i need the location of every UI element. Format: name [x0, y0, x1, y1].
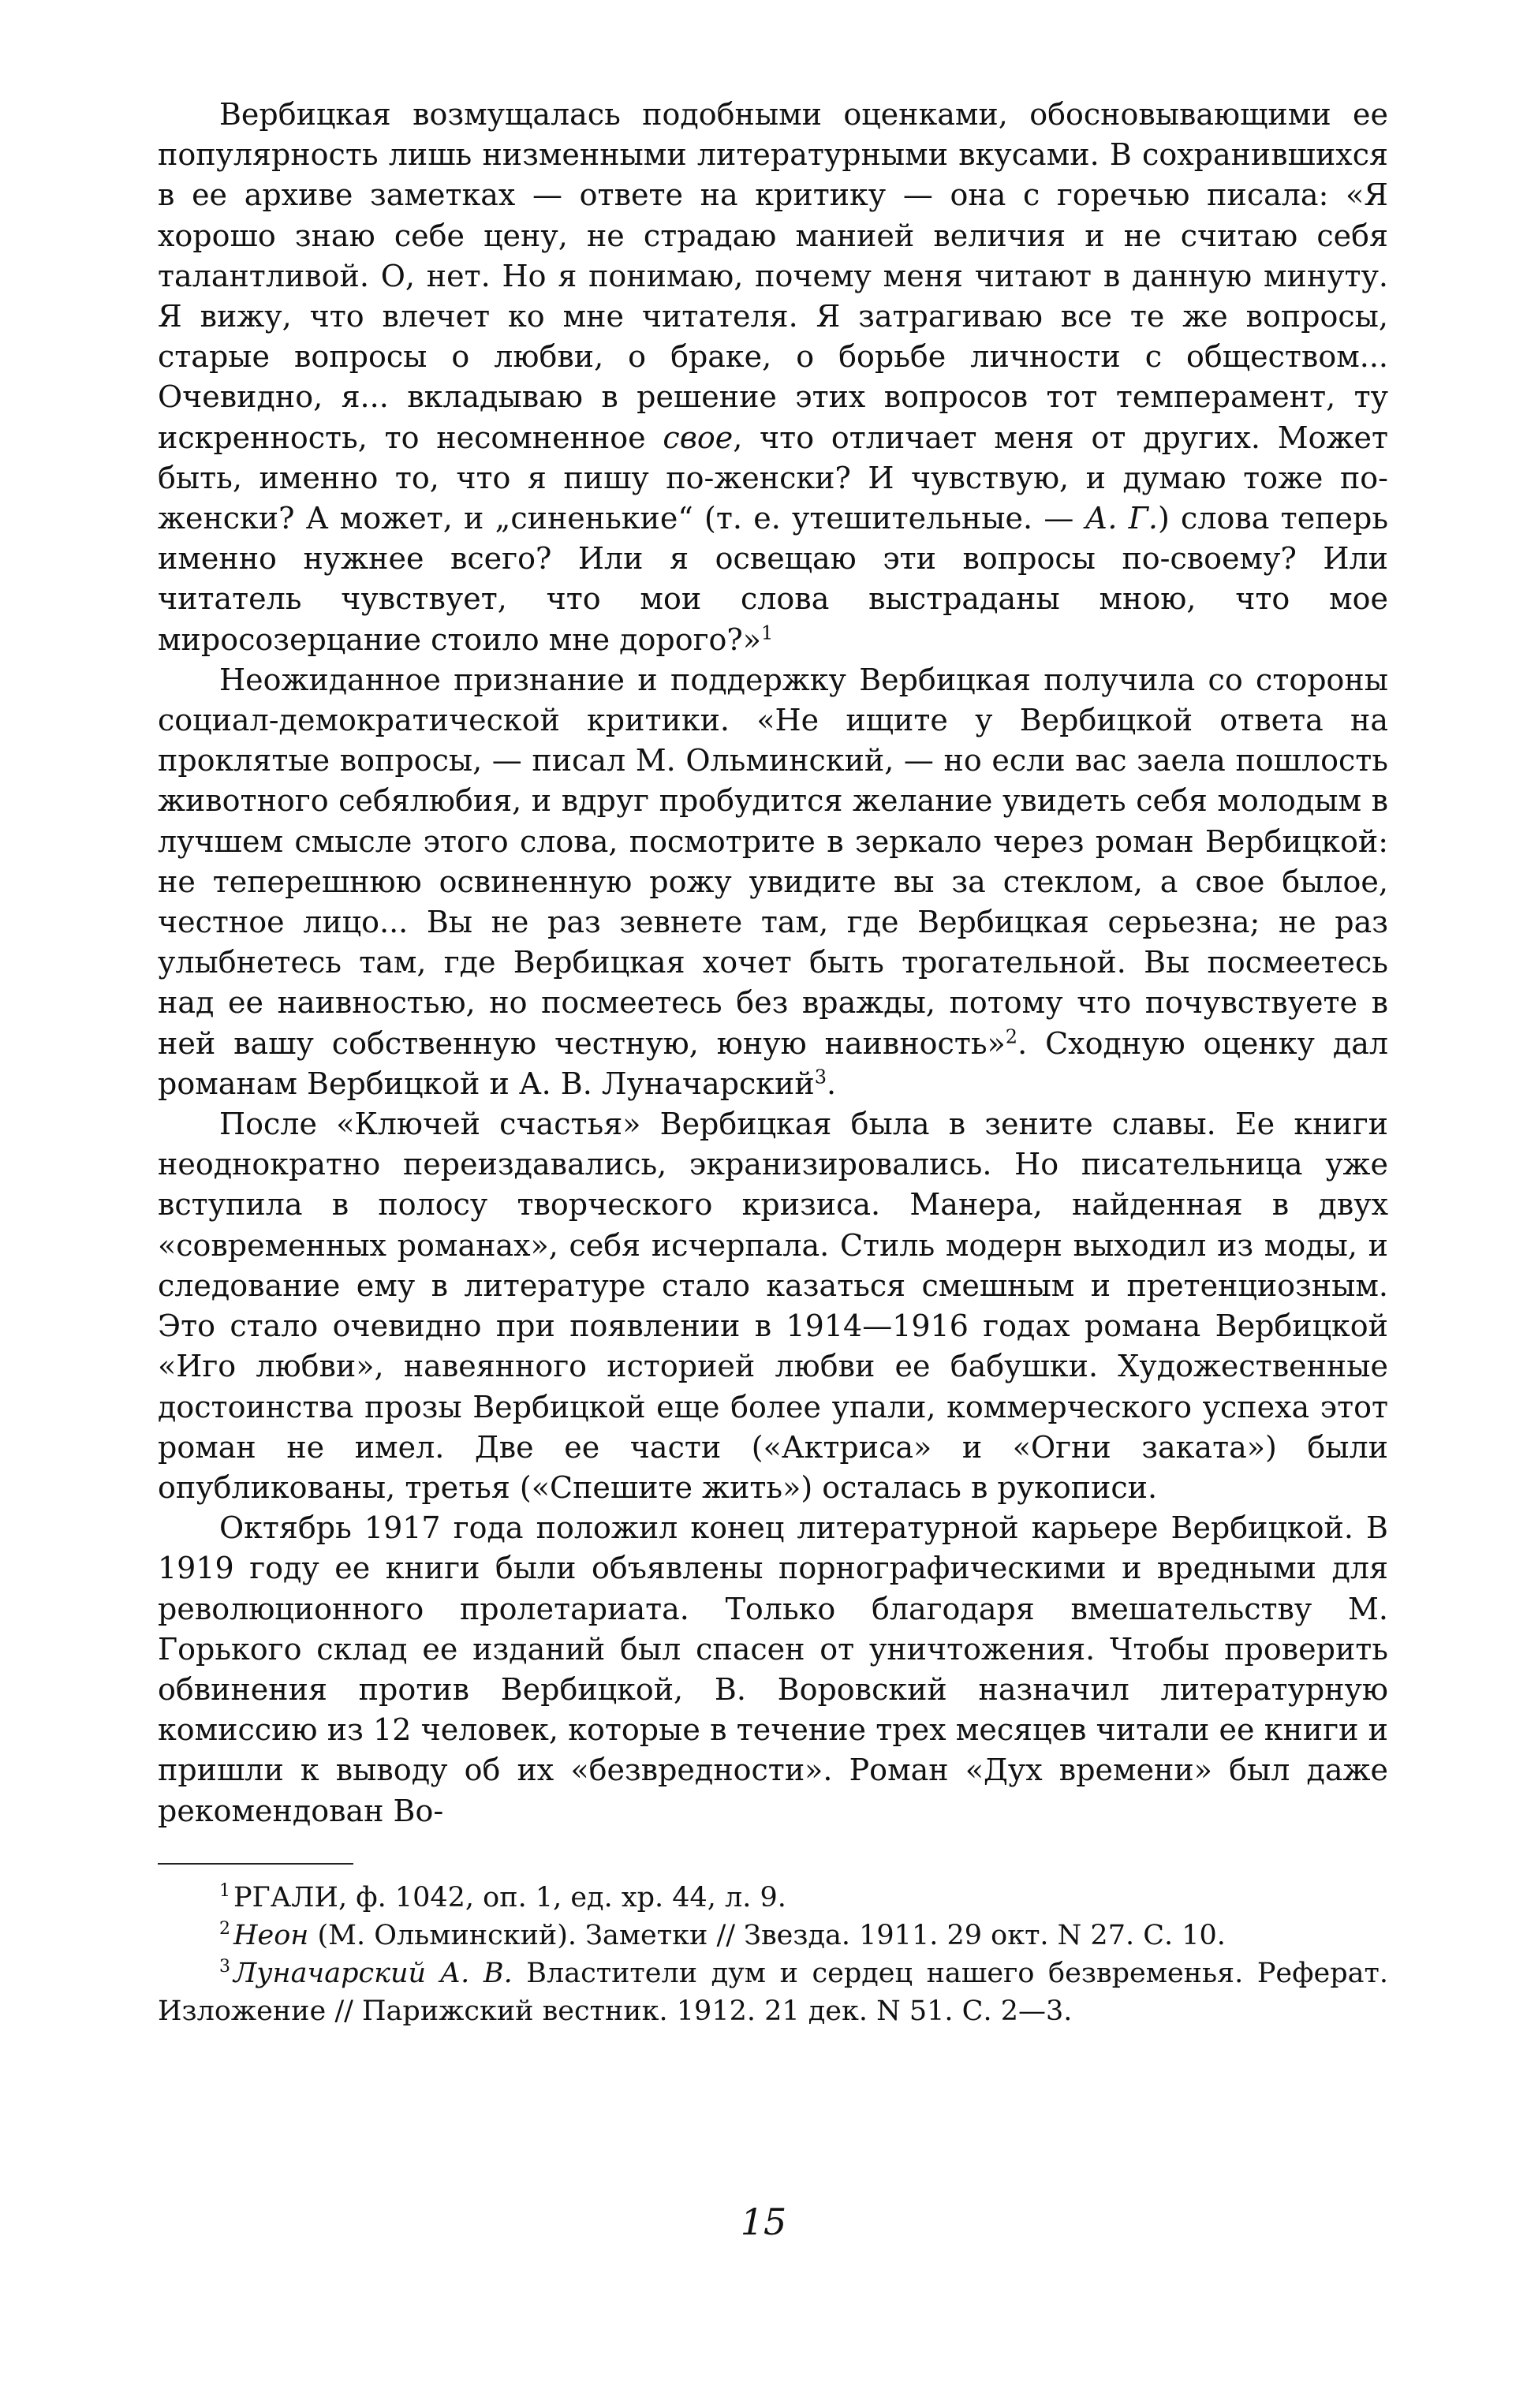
text-run: Властители дум и сердец нашего безвременья. Реферат. Изложение // Парижский вестник. 1912. 21 дек. N 51. С. 2—3.: [158, 1957, 1388, 2027]
main-text: [158, 95, 1388, 1831]
footnote-marker: 1: [761, 621, 774, 644]
page-number: 15: [740, 2201, 787, 2243]
paragraph: [158, 1508, 1388, 1831]
footnote: [158, 1954, 1388, 2030]
text-run: . Сходную оценку дал романам Вербицкой и А. В. Луначарский: [158, 1025, 1389, 1101]
text-run: Октябрь 1917 года положил конец литературной карьере Вербицкой. В 1919 году ее книги были объявлены порнографическими и вредными для революционного пролетариата. Только благодаря вмешательству М. Горького склад ее изданий был спасен от уничтожения. Чтобы проверить обвинения против Вербицкой, В. Воровский назначил литературную комиссию из 12 человек, которые в течение трех месяцев читали ее книги и пришли к выводу об их «безвредности». Роман «Дух времени» был даже рекомендован Во-: [158, 1510, 1388, 1828]
text-run: ) слова теперь именно нужнее всего? Или я освещаю эти вопросы по-своему? Или читатель чувствует, что мои слова выстраданы мною, что мое миросозерцание стоило мне дорого?»: [158, 501, 1389, 657]
text-run: .: [827, 1066, 837, 1101]
paragraph: [158, 95, 1388, 660]
text-run: РГАЛИ, ф. 1042, оп. 1, ед. хр. 44, л. 9.: [233, 1881, 786, 1913]
text-run: (М. Ольминский). Заметки // Звезда. 1911. 29 окт. N 27. С. 10.: [308, 1919, 1226, 1951]
text-run: После «Ключей счастья» Вербицкая была в зените славы. Ее книги неоднократно переиздавались, экранизировались. Но писательница уже вступила в полосу творческого кризиса. Манера, найденная в двух «современных романах», себя исчерпала. Стиль модерн выходил из моды, и следование ему в литературе стало казаться смешным и претенциозным. Это стало очевидно при появлении в 1914—1916 годах романа Вербицкой «Иго любви», навеянного историей любви ее бабушки. Художественные достоинства прозы Вербицкой еще более упали, коммерческого успеха этот роман не имел. Две ее части («Актриса» и «Огни заката») были опубликованы, третья («Спешите жить») осталась в рукописи.: [158, 1107, 1388, 1505]
footnote-marker: 3: [814, 1066, 827, 1088]
footnote-number: 1: [219, 1881, 230, 1902]
footnote: [158, 1879, 1388, 1917]
italic-text: А. Г.: [1085, 501, 1158, 536]
text-run: , что отличает меня от других. Может быть, именно то, что я пишу по-женски? И чувствую, и думаю тоже по-женски? А может, и „синенькие“ (т. е. утешительные. —: [158, 420, 1388, 536]
paragraph: [158, 1104, 1388, 1508]
italic-text: Луначарский А. В.: [233, 1957, 513, 1989]
italic-text: Неон: [233, 1919, 309, 1951]
footnote-number: 3: [219, 1957, 230, 1977]
footnote: [158, 1917, 1388, 1954]
footnotes: [158, 1879, 1388, 2030]
text-run: Неожиданное признание и поддержку Вербицкая получила со стороны социал-демократической критики. «Не ищите у Вербицкой ответа на проклятые вопросы, — писал М. Ольминский, — но если вас заела пошлость животного себялюбия, и вдруг пробудится желание увидеть себя молодым в лучшем смысле этого слова, посмотрите в зеркало через роман Вербицкой: не теперешнюю освиненную рожу увидите вы за стеклом, а свое былое, честное лицо... Вы не раз зевнете там, где Вербицкая серьезна; не раз улыбнетесь там, где Вербицкая хочет быть трогательной. Вы посмеетесь над ее наивностью, но посмеетесь без вражды, потому что почувствуете в ней вашу собственную честную, юную наивность»: [158, 662, 1388, 1061]
paragraph: [158, 660, 1388, 1104]
page-body: [158, 95, 1388, 2030]
footnote-divider: [158, 1863, 353, 1865]
footnote-marker: 2: [1005, 1025, 1018, 1048]
footnote-number: 2: [219, 1919, 230, 1939]
text-run: Вербицкая возмущалась подобными оценками, обосновывающими ее популярность лишь низменными литературными вкусами. В сохранившихся в ее архиве заметках — ответе на критику — она с горечью писала: «Я хорошо знаю себе цену, не страдаю манией величия и не считаю себя талантливой. О, нет. Но я понимаю, почему меня читают в данную минуту. Я вижу, что влечет ко мне читателя. Я затрагиваю все те же вопросы, старые вопросы о любви, о браке, о борьбе личности с обществом... Очевидно, я... вкладываю в решение этих вопросов тот темперамент, ту искренность, то несомненное: [158, 97, 1388, 455]
italic-text: свое: [663, 420, 734, 455]
